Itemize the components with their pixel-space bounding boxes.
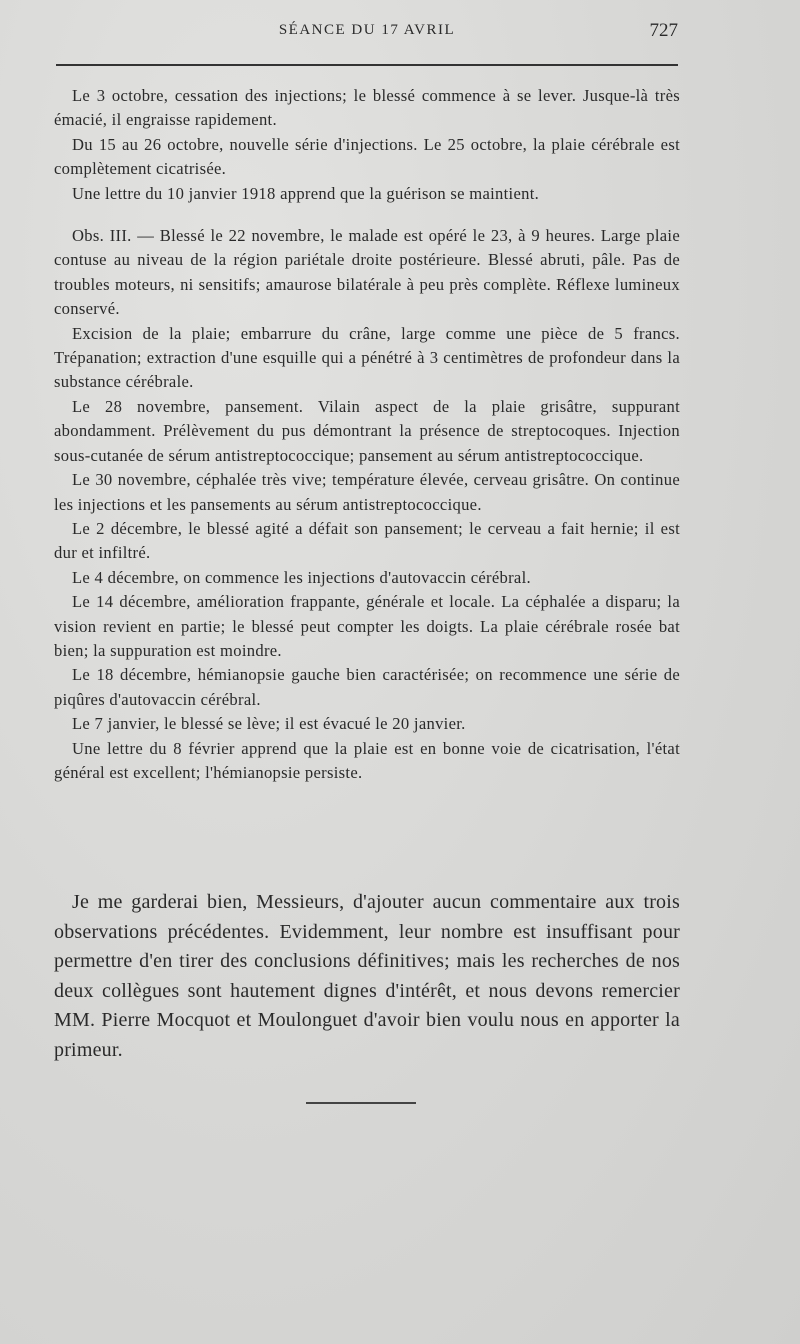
paragraph: Le 30 novembre, céphalée très vive; température élevée, cerveau grisâtre. On continue les injections et les pansements au sérum antistreptococcique. [54,470,680,514]
commentary-text [54,888,680,1066]
paragraph: Le 14 décembre, amélioration frappante, générale et locale. La céphalée a disparu; la vision revient en partie; le blessé peut compter les doigts. La plaie cérébrale rosée bat bien; la suppuration est moindre. [54,592,680,660]
paragraph: Je me garderai bien, Messieurs, d'ajouter aucun commentaire aux trois observations précédentes. Evidemment, leur nombre est insuffisant pour permettre d'en tirer des conclusions définitives; mais les recherches de nos deux collègues sont hautement dignes d'intérêt, et nous devons remercier MM. Pierre Mocquot et Moulonguet d'avoir bien voulu nous en apporter la primeur. [54,891,680,1061]
paragraph: Le 7 janvier, le blessé se lève; il est évacué le 20 janvier. [72,714,466,734]
running-head [56,18,678,48]
paragraph: Une lettre du 8 février apprend que la plaie est en bonne voie de cicatrisation, l'état général est excellent; l'hémianopsie persiste. [54,738,680,782]
paragraph: Le 2 décembre, le blessé agité a défait son pansement; le cerveau a fait hernie; il est dur et infiltré. [54,518,680,563]
end-rule [306,1102,416,1104]
paragraph: Une lettre du 10 janvier 1918 apprend que la guérison se maintient. [72,183,540,203]
page-number: 727 [649,20,678,41]
paragraph: Le 4 décembre, on commence les injections d'autovaccin cérébral. [72,567,531,587]
paragraph: Du 15 au 26 octobre, nouvelle série d'injections. Le 25 octobre, la plaie cérébrale est complètement cicatrisée. [54,134,680,179]
paragraph: Excision de la plaie; embarrure du crâne, large comme une pièce de 5 francs. Trépanation; extraction d'une esquille qui a pénétré à 3 centimètres de profondeur dans la substance cérébrale. [54,323,680,392]
header-rule [56,64,678,66]
running-title: SÉANCE DU 17 AVRIL [278,22,456,38]
paragraph: Obs. III. — Blessé le 22 novembre, le malade est opéré le 23, à 9 heures. Large plaie contuse au niveau de la région pariétale droite postérieure. Blessé abruti, pâle. Pas de troubles moteurs, ni sensitifs; amaurose bilatérale à peu près complète. Réflexe lumineux conservé. [54,226,680,319]
paragraph: Le 3 octobre, cessation des injections; le blessé commence à se lever. Jusque-là très émacié, il engraisse rapidement. [54,86,680,130]
paragraph: Le 18 décembre, hémianopsie gauche bien caractérisée; on recommence une série de piqûres d'autovaccin cérébral. [54,665,680,709]
paragraph: Le 28 novembre, pansement. Vilain aspect de la plaie grisâtre, suppurant abondamment. Prélèvement du pus démontrant la présence de streptocoques. Injection sous-cutanée de sérum antistreptococcique; pansement au sérum antistreptococcique. [54,396,680,465]
observation-text [54,84,680,785]
